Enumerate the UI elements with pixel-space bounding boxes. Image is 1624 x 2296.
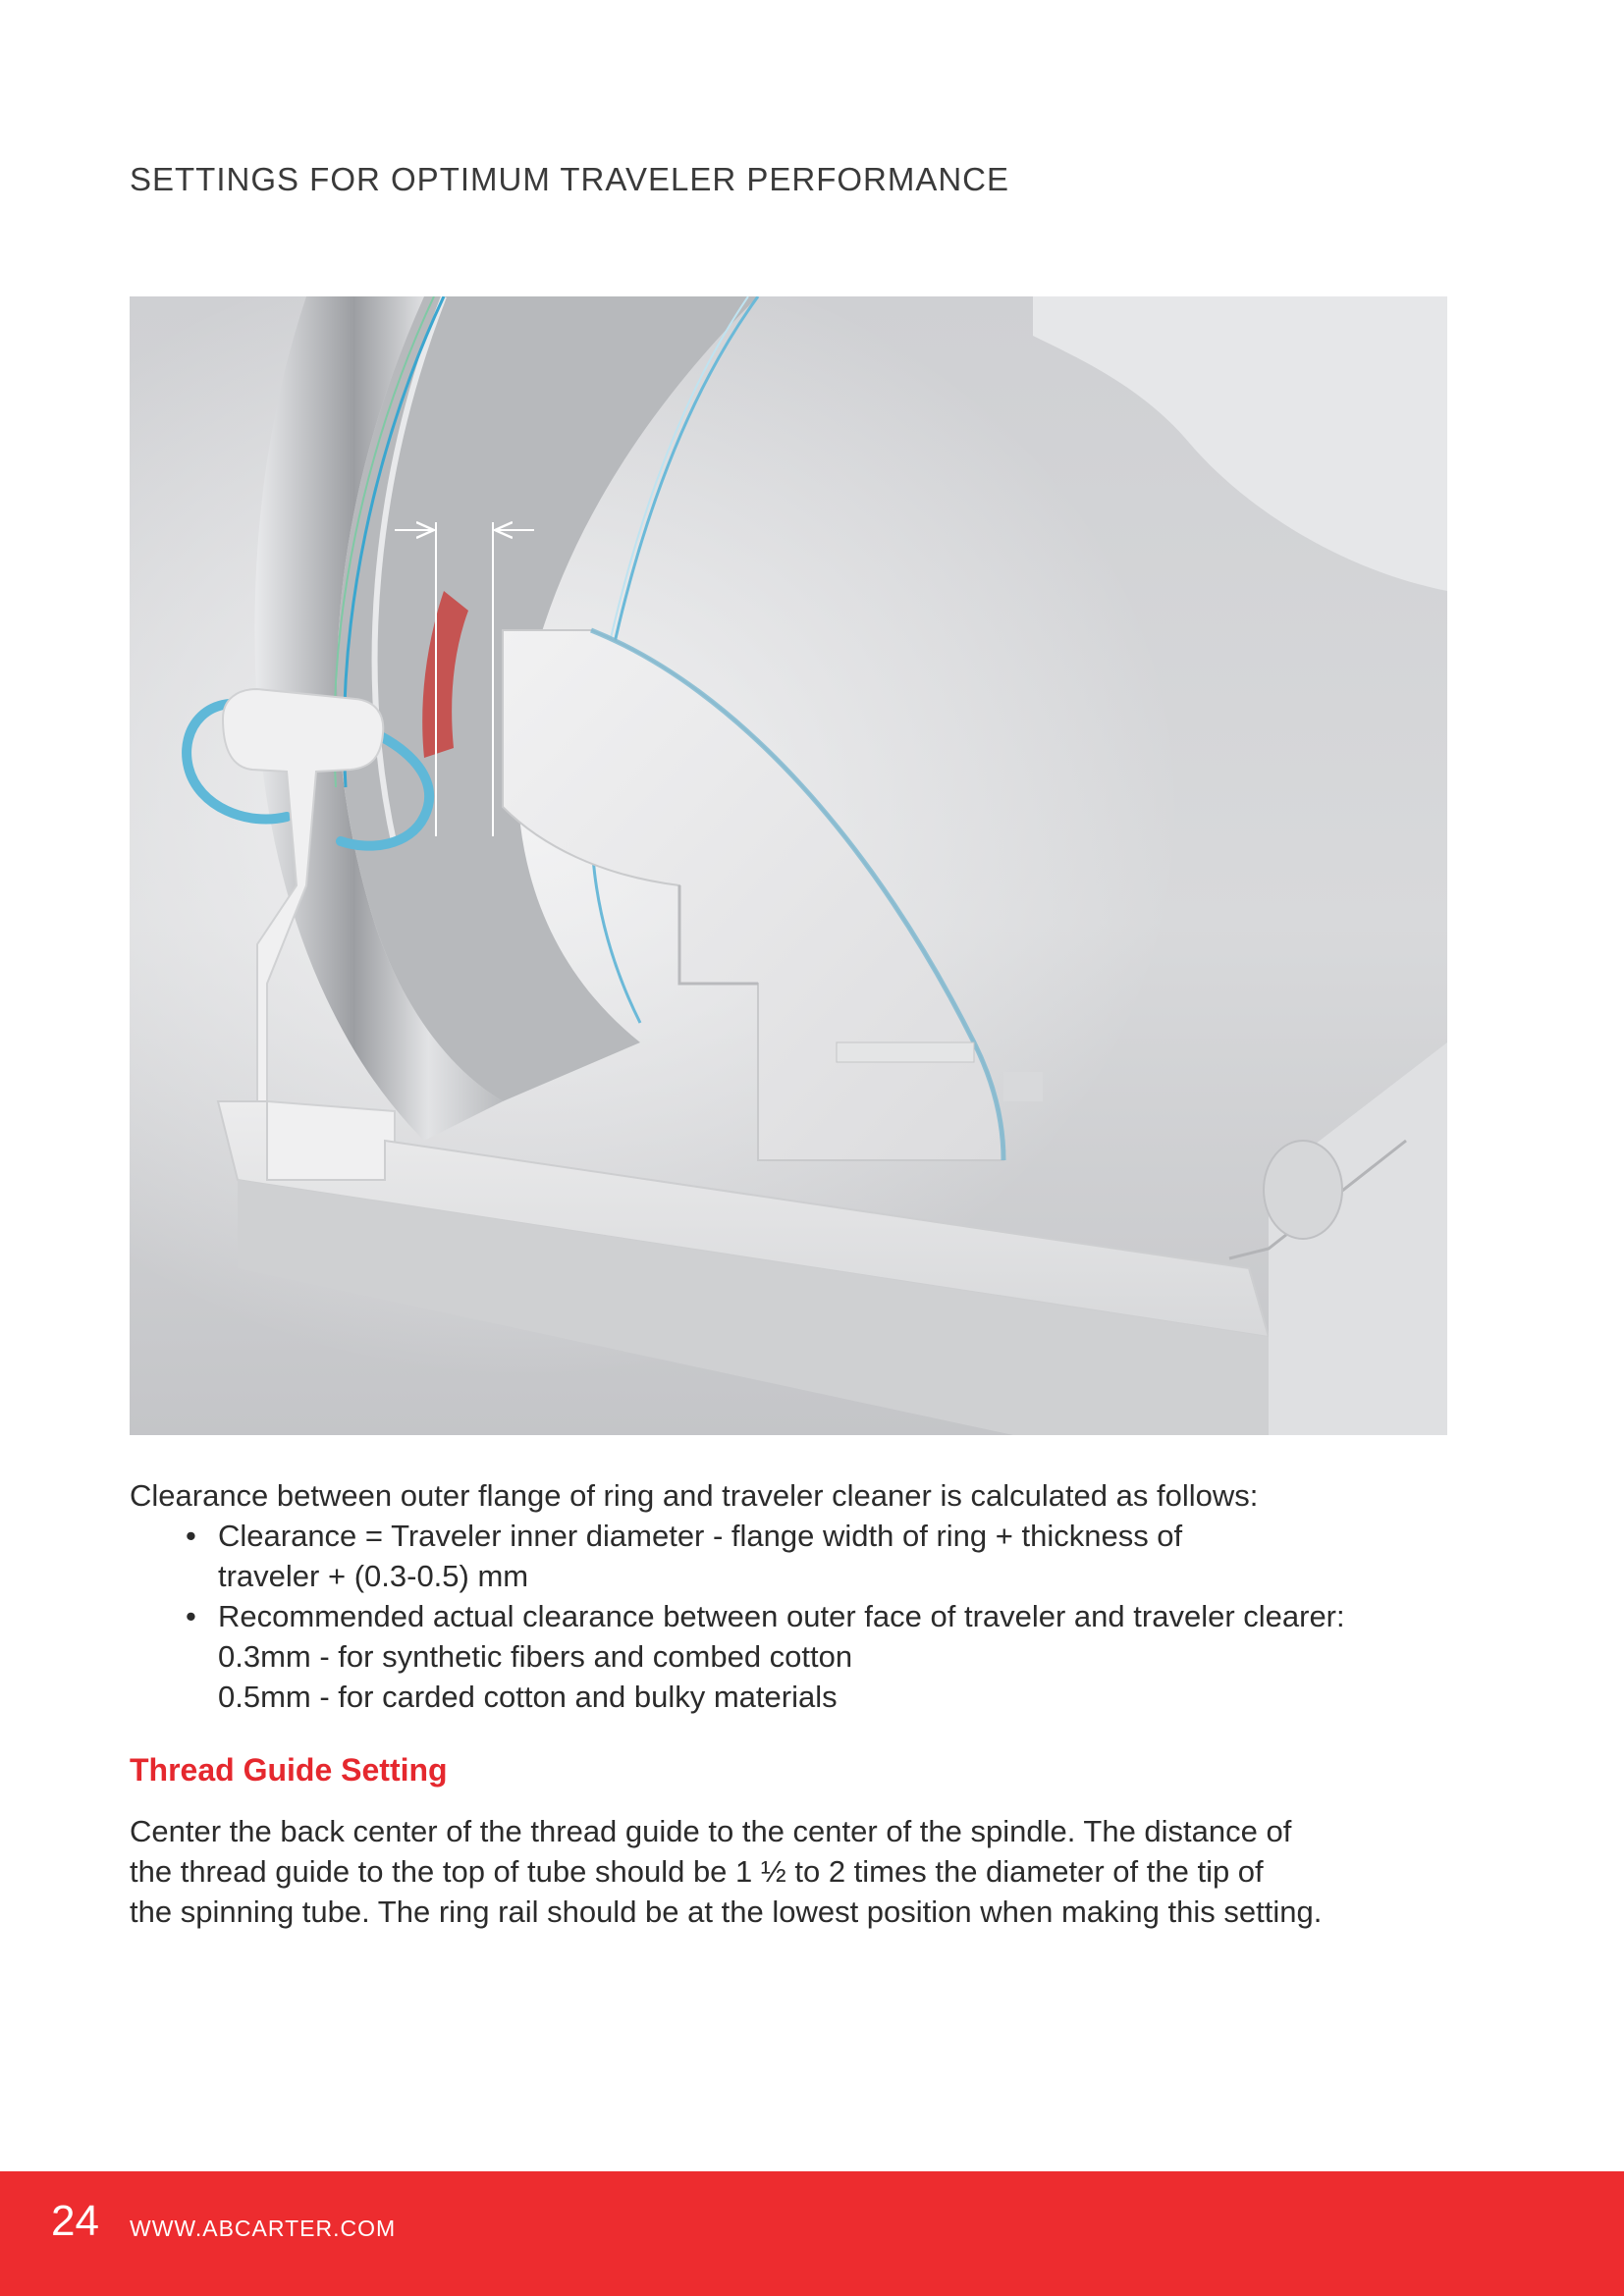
list-item xyxy=(186,1516,1504,1596)
bullet-line: traveler + (0.3-0.5) mm xyxy=(218,1559,529,1593)
footer-website-link[interactable]: WWW.ABCARTER.COM xyxy=(130,2216,397,2241)
thread-guide-heading: Thread Guide Setting xyxy=(130,1752,448,1788)
page-number: 24 xyxy=(51,2197,99,2245)
clearance-intro: Clearance between outer flange of ring and traveler cleaner is calculated as follows: xyxy=(130,1478,1259,1513)
bullet-icon: • xyxy=(186,1599,196,1633)
list-item xyxy=(186,1596,1504,1717)
clearance-section xyxy=(130,1475,1504,1717)
page-header-title: SETTINGS FOR OPTIMUM TRAVELER PERFORMANCE xyxy=(130,161,1010,197)
paragraph-line: the spinning tube. The ring rail should be at the lowest position when making this setting. xyxy=(130,1895,1323,1929)
bullet-line: Clearance = Traveler inner diameter - flange width of ring + thickness of xyxy=(218,1519,1183,1553)
paragraph-line: the thread guide to the top of tube should be 1 ½ to 2 times the diameter of the tip of xyxy=(130,1854,1264,1889)
thread-guide-paragraph xyxy=(130,1811,1504,1932)
clearance-bullet-list xyxy=(130,1516,1504,1717)
bullet-line: 0.3mm - for synthetic fibers and combed cotton xyxy=(218,1639,853,1674)
paragraph-line: Center the back center of the thread guide to the center of the spindle. The distance of xyxy=(130,1814,1292,1848)
bullet-icon: • xyxy=(186,1519,196,1553)
traveler-cleaner-illustration xyxy=(130,296,1447,1435)
bullet-line: Recommended actual clearance between outer face of traveler and traveler clearer: xyxy=(218,1599,1345,1633)
bullet-line: 0.5mm - for carded cotton and bulky materials xyxy=(218,1680,838,1714)
